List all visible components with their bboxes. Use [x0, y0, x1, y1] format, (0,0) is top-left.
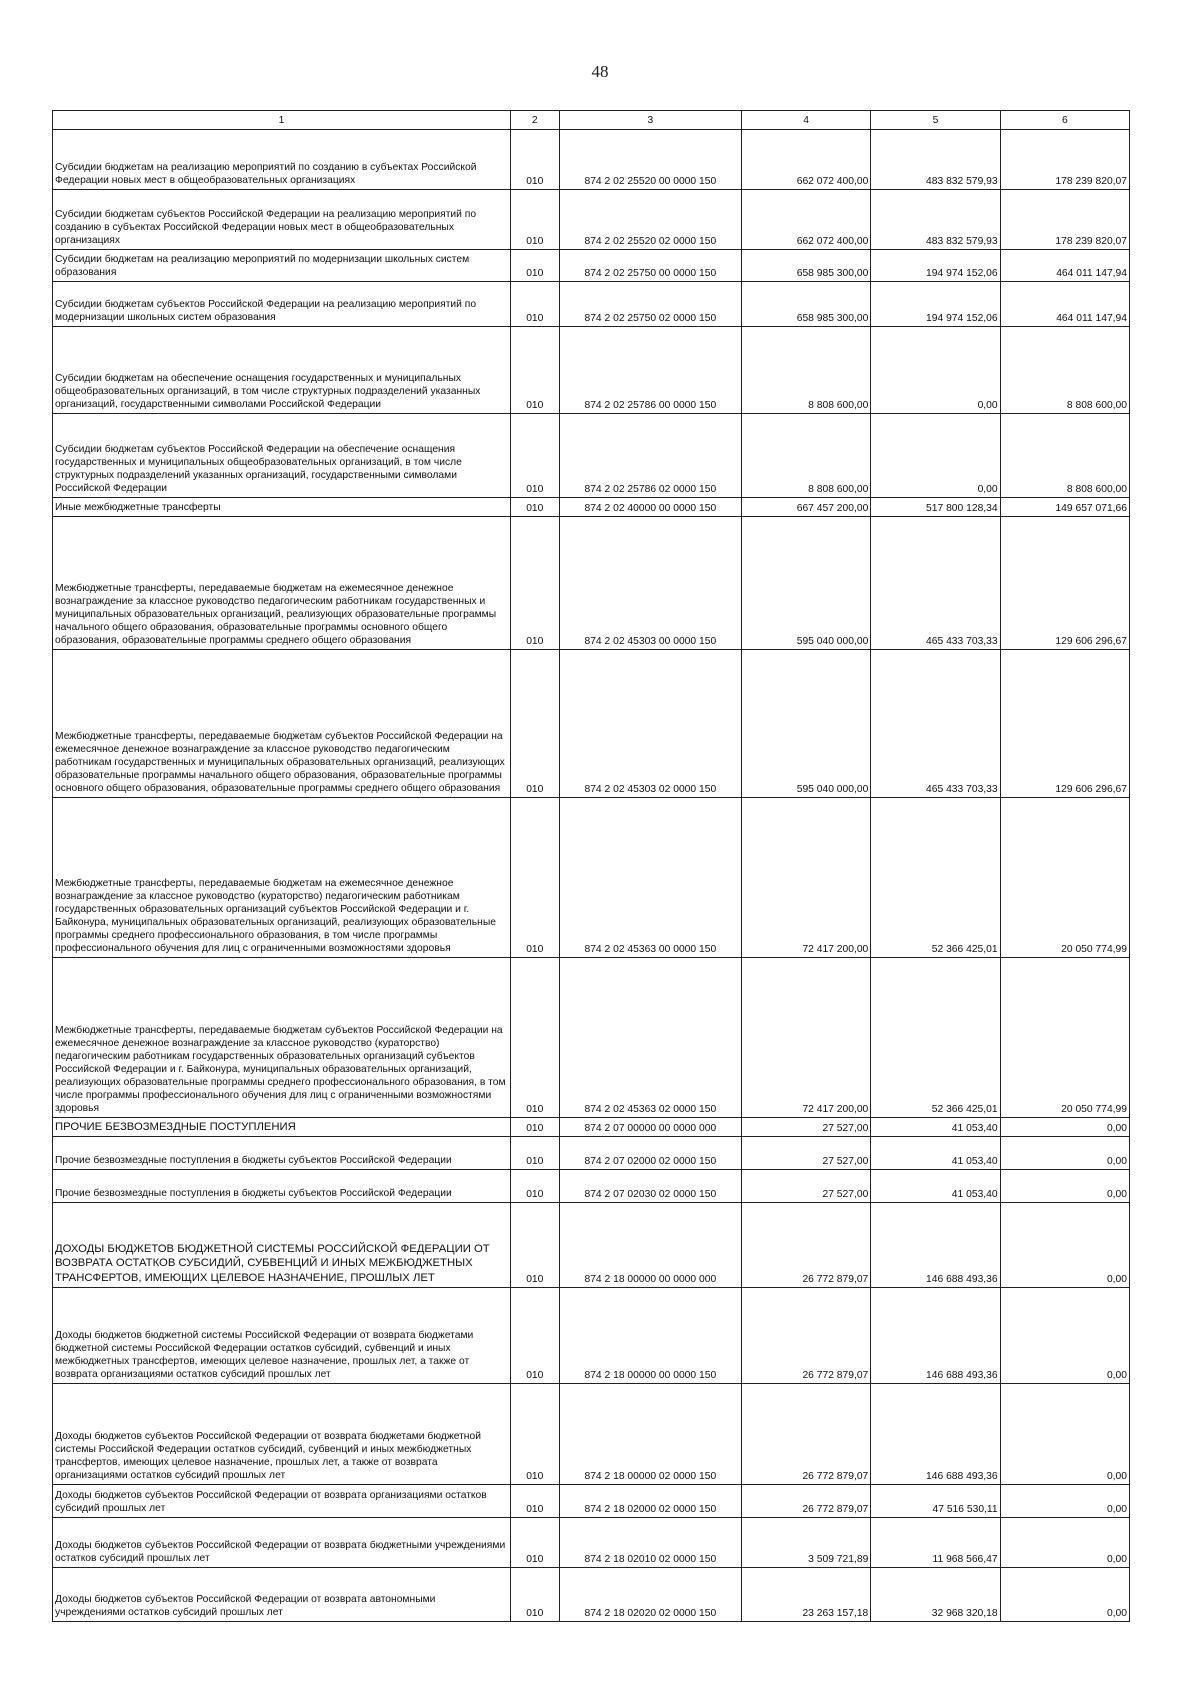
- row-approved-amount: 72 417 200,00: [741, 798, 870, 958]
- column-header: 1: [53, 111, 511, 130]
- row-line-code: 010: [510, 327, 559, 414]
- row-description: Доходы бюджетов субъектов Российской Федерации от возврата бюджетами бюджетной системы Российской Федерации остатков субсидий, субвенций и иных межбюджетных трансфертов, имеющих целевое назначение, прошлых лет, а также от возврата организациями остатков субсидий прошлых лет: [53, 1384, 511, 1485]
- column-header: 2: [510, 111, 559, 130]
- row-unexecuted-amount: 0,00: [1000, 1518, 1129, 1568]
- row-line-code: 010: [510, 130, 559, 190]
- row-approved-amount: 658 985 300,00: [741, 282, 870, 327]
- row-description: Субсидии бюджетам субъектов Российской Федерации на обеспечение оснащения государственных и муниципальных общеобразовательных организаций, в том числе структурных подразделений указанных организаций, государственными символами Российской Федерации: [53, 414, 511, 498]
- row-line-code: 010: [510, 498, 559, 517]
- row-line-code: 010: [510, 1384, 559, 1485]
- row-approved-amount: 595 040 000,00: [741, 650, 870, 798]
- row-executed-amount: 483 832 579,93: [871, 130, 1000, 190]
- row-line-code: 010: [510, 958, 559, 1118]
- row-line-code: 010: [510, 1203, 559, 1288]
- row-budget-code: 874 2 07 00000 00 0000 000: [559, 1118, 741, 1137]
- row-budget-code: 874 2 07 02000 02 0000 150: [559, 1137, 741, 1170]
- row-approved-amount: 26 772 879,07: [741, 1485, 870, 1518]
- row-description: Доходы бюджетов субъектов Российской Федерации от возврата автономными учреждениями остатков субсидий прошлых лет: [53, 1568, 511, 1622]
- row-budget-code: 874 2 02 45303 02 0000 150: [559, 650, 741, 798]
- table-row: [53, 1203, 1130, 1288]
- row-line-code: 010: [510, 282, 559, 327]
- row-executed-amount: 32 968 320,18: [871, 1568, 1000, 1622]
- row-unexecuted-amount: 129 606 296,67: [1000, 650, 1129, 798]
- row-unexecuted-amount: 178 239 820,07: [1000, 190, 1129, 250]
- table-row: [53, 1518, 1130, 1568]
- row-approved-amount: 72 417 200,00: [741, 958, 870, 1118]
- row-line-code: 010: [510, 798, 559, 958]
- row-budget-code: 874 2 02 40000 00 0000 150: [559, 498, 741, 517]
- row-approved-amount: 26 772 879,07: [741, 1288, 870, 1384]
- row-approved-amount: 27 527,00: [741, 1170, 870, 1203]
- table-row: [53, 517, 1130, 650]
- row-description: Субсидии бюджетам на реализацию мероприятий по модернизации школьных систем образования: [53, 250, 511, 282]
- row-budget-code: 874 2 02 25750 02 0000 150: [559, 282, 741, 327]
- row-unexecuted-amount: 8 808 600,00: [1000, 327, 1129, 414]
- table-row: [53, 282, 1130, 327]
- table-row: [53, 1170, 1130, 1203]
- row-budget-code: 874 2 18 00000 00 0000 000: [559, 1203, 741, 1288]
- row-description: Межбюджетные трансферты, передаваемые бюджетам на ежемесячное денежное вознаграждение за классное руководство (кураторство) педагогическим работникам государственных образовательных организаций субъектов Российской Федерации и г. Байконура, муниципальных образовательных организаций, реализующих образовательные программы среднего профессионального образования, в том числе программы профессионального обучения для лиц с ограниченными возможностями здоровья: [53, 798, 511, 958]
- row-approved-amount: 658 985 300,00: [741, 250, 870, 282]
- row-description: Межбюджетные трансферты, передаваемые бюджетам на ежемесячное денежное вознаграждение за классное руководство педагогическим работникам государственных и муниципальных образовательных организаций, реализующих образовательные программы начального общего образования, образовательные программы основного общего образования, образовательные программы среднего общего образования: [53, 517, 511, 650]
- row-executed-amount: 146 688 493,36: [871, 1203, 1000, 1288]
- row-line-code: 010: [510, 1568, 559, 1622]
- row-description: Прочие безвозмездные поступления в бюджеты субъектов Российской Федерации: [53, 1137, 511, 1170]
- row-unexecuted-amount: 20 050 774,99: [1000, 958, 1129, 1118]
- table-row: [53, 798, 1130, 958]
- row-approved-amount: 23 263 157,18: [741, 1568, 870, 1622]
- row-approved-amount: 662 072 400,00: [741, 190, 870, 250]
- row-approved-amount: 26 772 879,07: [741, 1384, 870, 1485]
- row-line-code: 010: [510, 1137, 559, 1170]
- table-row: [53, 1485, 1130, 1518]
- row-unexecuted-amount: 178 239 820,07: [1000, 130, 1129, 190]
- row-description: Субсидии бюджетам на реализацию мероприятий по созданию в субъектах Российской Федерации новых мест в общеобразовательных организациях: [53, 130, 511, 190]
- row-budget-code: 874 2 02 25520 02 0000 150: [559, 190, 741, 250]
- table-row: [53, 327, 1130, 414]
- row-unexecuted-amount: 0,00: [1000, 1118, 1129, 1137]
- row-line-code: 010: [510, 517, 559, 650]
- row-budget-code: 874 2 18 02000 02 0000 150: [559, 1485, 741, 1518]
- row-line-code: 010: [510, 190, 559, 250]
- row-description: Субсидии бюджетам на обеспечение оснащения государственных и муниципальных общеобразовательных организаций, в том числе структурных подразделений указанных организаций, государственными символами Российской Федерации: [53, 327, 511, 414]
- row-budget-code: 874 2 18 02020 02 0000 150: [559, 1568, 741, 1622]
- row-unexecuted-amount: 0,00: [1000, 1203, 1129, 1288]
- row-description: Межбюджетные трансферты, передаваемые бюджетам субъектов Российской Федерации на ежемесячное денежное вознаграждение за классное руководство (кураторство) педагогическим работникам государственных образовательных организаций субъектов Российской Федерации и г. Байконура, муниципальных образовательных организаций, реализующих образовательные программы среднего профессионального образования, в том числе программы профессионального обучения для лиц с ограниченными возможностями здоровья: [53, 958, 511, 1118]
- row-executed-amount: 41 053,40: [871, 1137, 1000, 1170]
- row-executed-amount: 146 688 493,36: [871, 1384, 1000, 1485]
- table-row: [53, 130, 1130, 190]
- row-unexecuted-amount: 20 050 774,99: [1000, 798, 1129, 958]
- table-row: [53, 250, 1130, 282]
- row-unexecuted-amount: 0,00: [1000, 1170, 1129, 1203]
- row-budget-code: 874 2 02 25750 00 0000 150: [559, 250, 741, 282]
- row-approved-amount: 8 808 600,00: [741, 327, 870, 414]
- row-unexecuted-amount: 464 011 147,94: [1000, 250, 1129, 282]
- row-description: Доходы бюджетов субъектов Российской Федерации от возврата организациями остатков субсидий прошлых лет: [53, 1485, 511, 1518]
- row-unexecuted-amount: 0,00: [1000, 1384, 1129, 1485]
- row-executed-amount: 47 516 530,11: [871, 1485, 1000, 1518]
- row-budget-code: 874 2 18 00000 02 0000 150: [559, 1384, 741, 1485]
- row-line-code: 010: [510, 250, 559, 282]
- row-approved-amount: 8 808 600,00: [741, 414, 870, 498]
- row-unexecuted-amount: 0,00: [1000, 1485, 1129, 1518]
- row-line-code: 010: [510, 1485, 559, 1518]
- row-description: Иные межбюджетные трансферты: [53, 498, 511, 517]
- row-executed-amount: 52 366 425,01: [871, 798, 1000, 958]
- table-row: [53, 190, 1130, 250]
- row-unexecuted-amount: 149 657 071,66: [1000, 498, 1129, 517]
- row-budget-code: 874 2 07 02030 02 0000 150: [559, 1170, 741, 1203]
- row-budget-code: 874 2 18 00000 00 0000 150: [559, 1288, 741, 1384]
- column-header: 6: [1000, 111, 1129, 130]
- table-row: [53, 1137, 1130, 1170]
- row-description: Субсидии бюджетам субъектов Российской Федерации на реализацию мероприятий по созданию в субъектах Российской Федерации новых мест в общеобразовательных организациях: [53, 190, 511, 250]
- table-row: [53, 1384, 1130, 1485]
- row-executed-amount: 41 053,40: [871, 1170, 1000, 1203]
- row-budget-code: 874 2 02 25786 00 0000 150: [559, 327, 741, 414]
- row-executed-amount: 517 800 128,34: [871, 498, 1000, 517]
- row-line-code: 010: [510, 1288, 559, 1384]
- row-executed-amount: 465 433 703,33: [871, 650, 1000, 798]
- table-row: [53, 958, 1130, 1118]
- row-line-code: 010: [510, 414, 559, 498]
- column-header: 5: [871, 111, 1000, 130]
- table-row: [53, 498, 1130, 517]
- table-row: [53, 414, 1130, 498]
- row-description: Доходы бюджетов субъектов Российской Федерации от возврата бюджетными учреждениями остатков субсидий прошлых лет: [53, 1518, 511, 1568]
- row-executed-amount: 11 968 566,47: [871, 1518, 1000, 1568]
- column-header: 3: [559, 111, 741, 130]
- row-budget-code: 874 2 02 45363 02 0000 150: [559, 958, 741, 1118]
- table-row: [53, 650, 1130, 798]
- row-executed-amount: 483 832 579,93: [871, 190, 1000, 250]
- row-executed-amount: 41 053,40: [871, 1118, 1000, 1137]
- row-executed-amount: 146 688 493,36: [871, 1288, 1000, 1384]
- row-unexecuted-amount: 8 808 600,00: [1000, 414, 1129, 498]
- row-budget-code: 874 2 18 02010 02 0000 150: [559, 1518, 741, 1568]
- row-executed-amount: 194 974 152,06: [871, 250, 1000, 282]
- row-budget-code: 874 2 02 45303 00 0000 150: [559, 517, 741, 650]
- row-description: ПРОЧИЕ БЕЗВОЗМЕЗДНЫЕ ПОСТУПЛЕНИЯ: [53, 1118, 511, 1137]
- table-row: [53, 1568, 1130, 1622]
- row-approved-amount: 667 457 200,00: [741, 498, 870, 517]
- page-number: 48: [591, 62, 609, 81]
- row-description: ДОХОДЫ БЮДЖЕТОВ БЮДЖЕТНОЙ СИСТЕМЫ РОССИЙСКОЙ ФЕДЕРАЦИИ ОТ ВОЗВРАТА ОСТАТКОВ СУБСИДИЙ, СУБВЕНЦИЙ И ИНЫХ МЕЖБЮДЖЕТНЫХ ТРАНСФЕРТОВ, ИМЕЮЩИХ ЦЕЛЕВОЕ НАЗНАЧЕНИЕ, ПРОШЛЫХ ЛЕТ: [53, 1203, 511, 1288]
- row-line-code: 010: [510, 650, 559, 798]
- row-description: Межбюджетные трансферты, передаваемые бюджетам субъектов Российской Федерации на ежемесячное денежное вознаграждение за классное руководство педагогическим работникам государственных и муниципальных образовательных организаций, реализующих образовательные программы начального общего образования, образовательные программы основного общего образования, образовательные программы среднего общего образования: [53, 650, 511, 798]
- table-row: [53, 1118, 1130, 1137]
- row-unexecuted-amount: 0,00: [1000, 1288, 1129, 1384]
- row-approved-amount: 3 509 721,89: [741, 1518, 870, 1568]
- row-approved-amount: 662 072 400,00: [741, 130, 870, 190]
- row-approved-amount: 27 527,00: [741, 1137, 870, 1170]
- row-executed-amount: 0,00: [871, 414, 1000, 498]
- row-unexecuted-amount: 0,00: [1000, 1568, 1129, 1622]
- column-header: 4: [741, 111, 870, 130]
- table-row: [53, 1288, 1130, 1384]
- row-budget-code: 874 2 02 25786 02 0000 150: [559, 414, 741, 498]
- row-approved-amount: 27 527,00: [741, 1118, 870, 1137]
- row-line-code: 010: [510, 1118, 559, 1137]
- revenue-table: [52, 110, 1130, 1622]
- row-unexecuted-amount: 0,00: [1000, 1137, 1129, 1170]
- row-executed-amount: 52 366 425,01: [871, 958, 1000, 1118]
- row-line-code: 010: [510, 1170, 559, 1203]
- row-line-code: 010: [510, 1518, 559, 1568]
- row-unexecuted-amount: 464 011 147,94: [1000, 282, 1129, 327]
- row-unexecuted-amount: 129 606 296,67: [1000, 517, 1129, 650]
- column-number-row: [53, 111, 1130, 130]
- row-description: Прочие безвозмездные поступления в бюджеты субъектов Российской Федерации: [53, 1170, 511, 1203]
- row-executed-amount: 0,00: [871, 327, 1000, 414]
- row-budget-code: 874 2 02 45363 00 0000 150: [559, 798, 741, 958]
- row-description: Доходы бюджетов бюджетной системы Российской Федерации от возврата бюджетами бюджетной системы Российской Федерации остатков субсидий, субвенций и иных межбюджетных трансфертов, имеющих целевое назначение, прошлых лет, а также от возврата организациями остатков субсидий прошлых лет: [53, 1288, 511, 1384]
- row-approved-amount: 595 040 000,00: [741, 517, 870, 650]
- row-executed-amount: 194 974 152,06: [871, 282, 1000, 327]
- row-approved-amount: 26 772 879,07: [741, 1203, 870, 1288]
- row-budget-code: 874 2 02 25520 00 0000 150: [559, 130, 741, 190]
- row-executed-amount: 465 433 703,33: [871, 517, 1000, 650]
- row-description: Субсидии бюджетам субъектов Российской Федерации на реализацию мероприятий по модернизации школьных систем образования: [53, 282, 511, 327]
